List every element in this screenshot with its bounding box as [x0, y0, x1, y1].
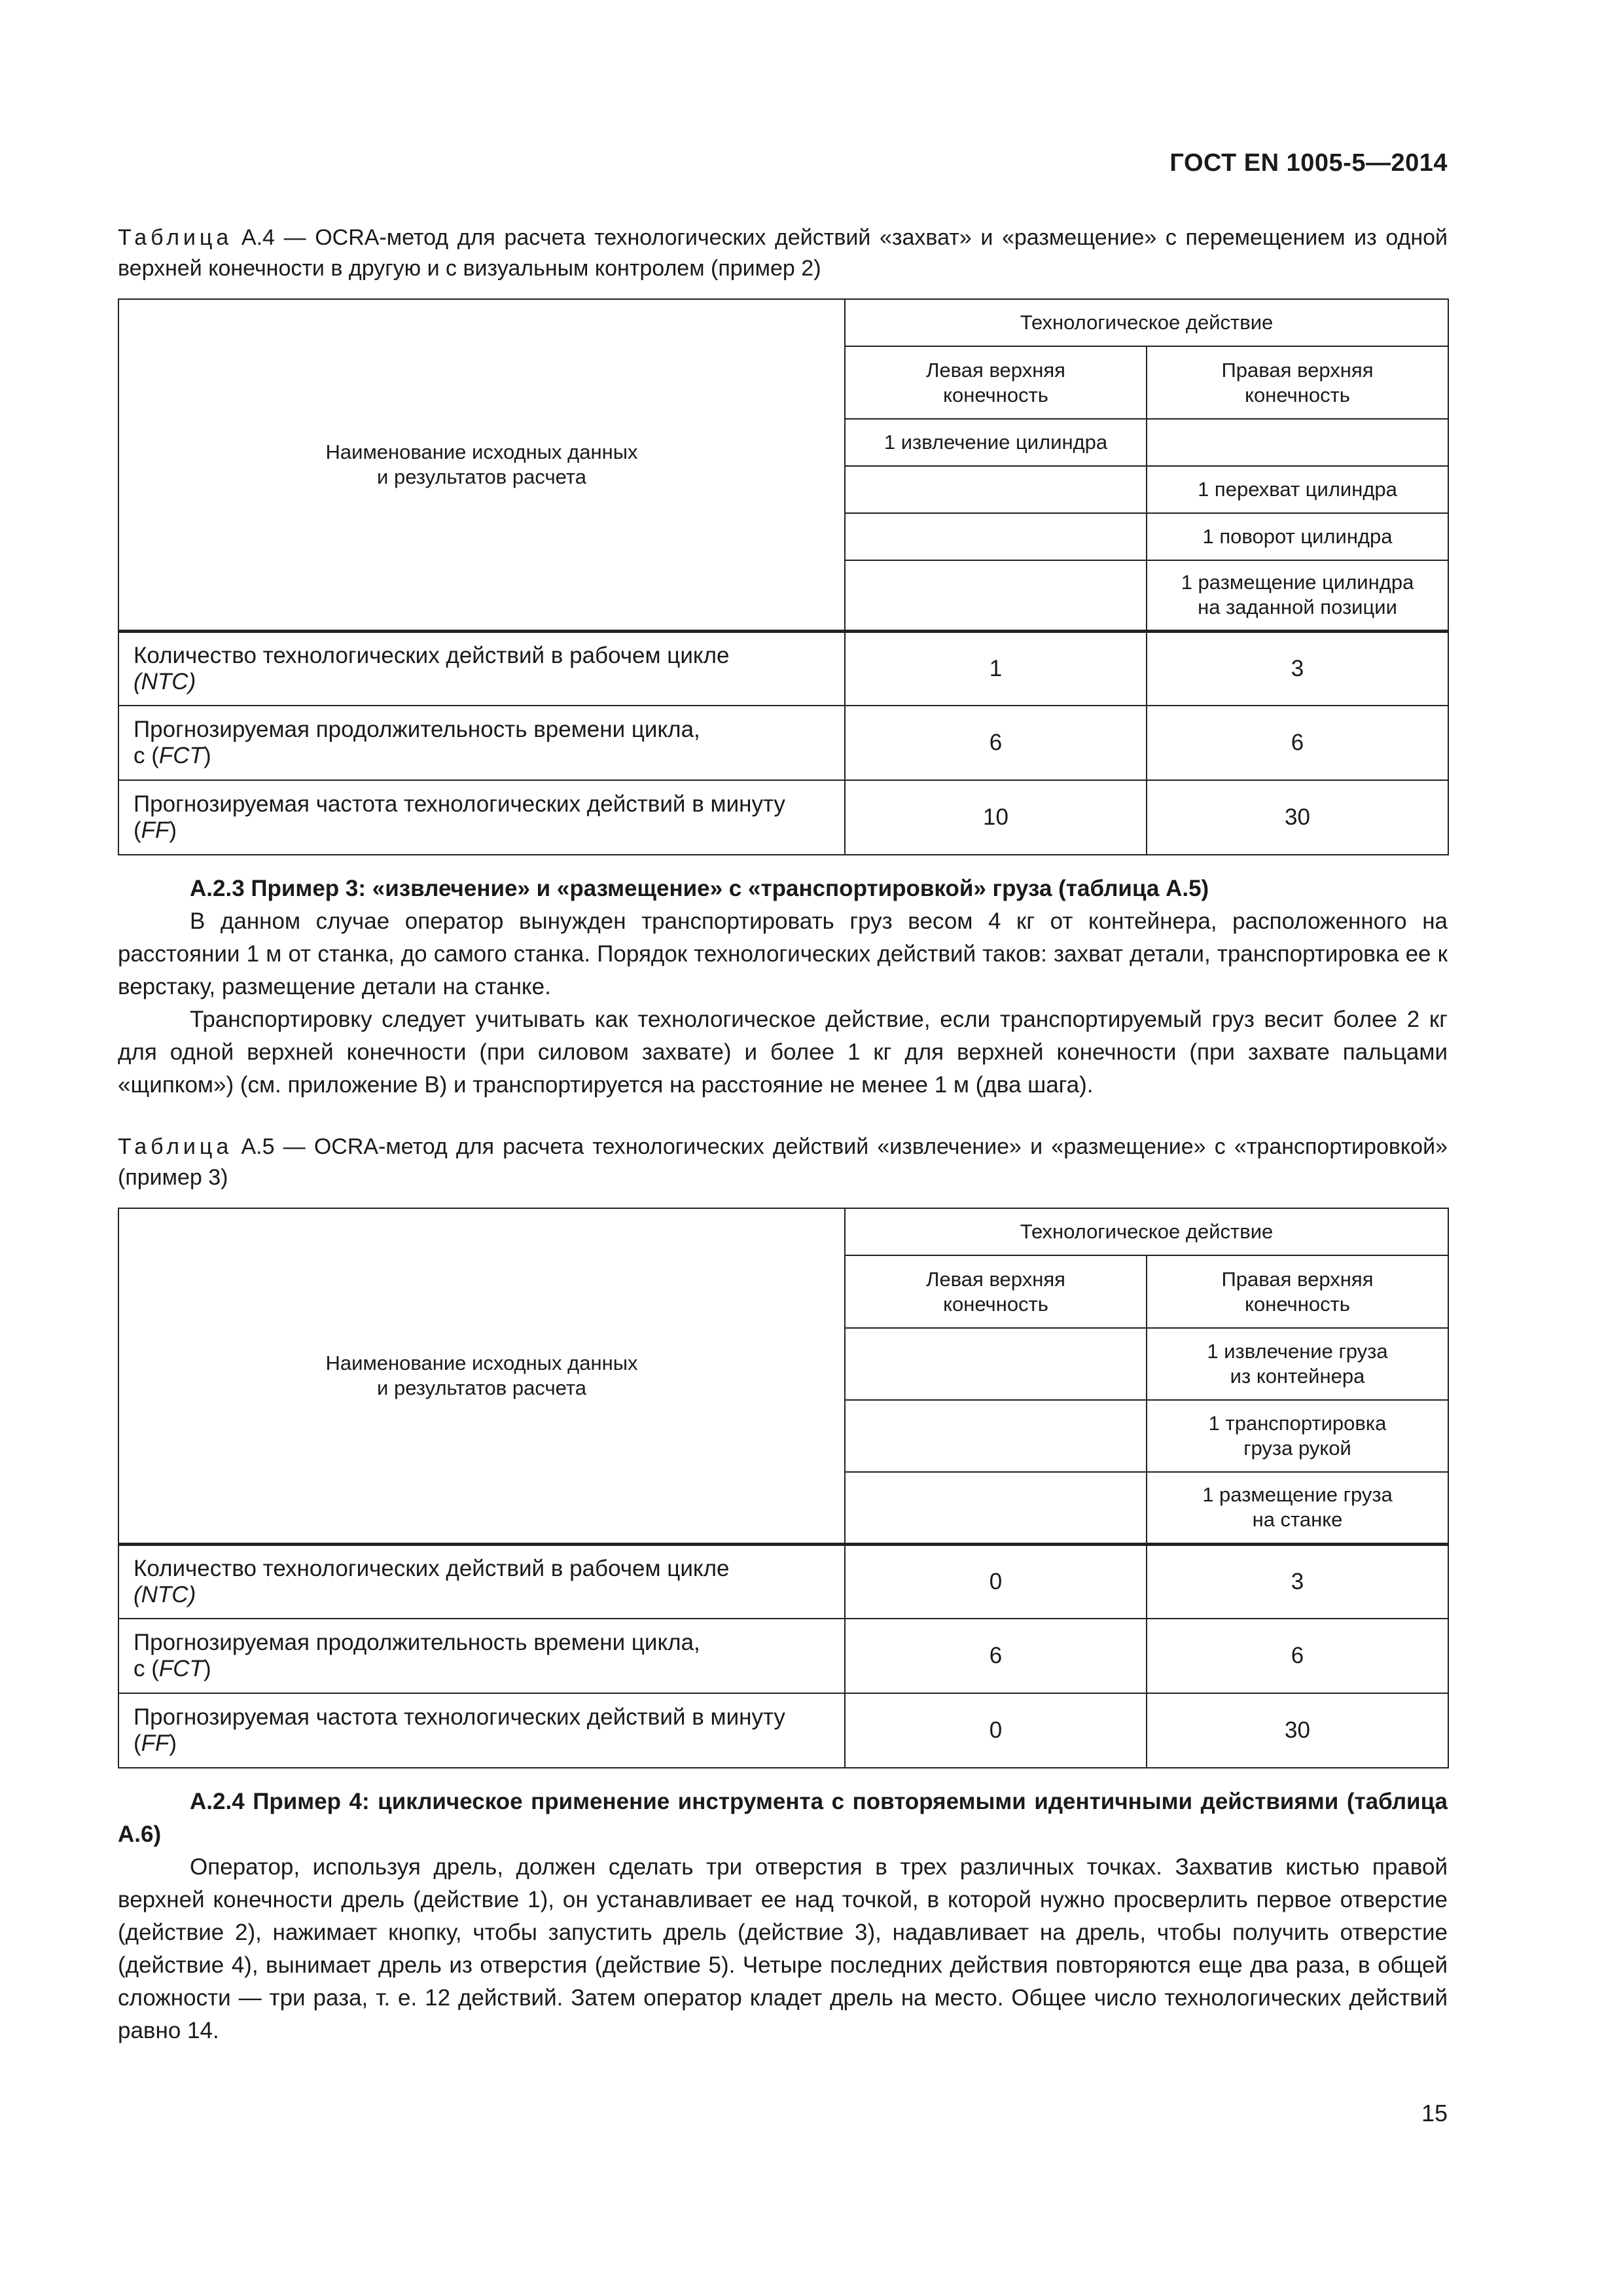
page-number: 15 [1421, 2100, 1448, 2126]
table-header-cell: Технологическое действие [845, 1208, 1448, 1255]
row-label-text: Прогнозируемая продолжительность времени цикла, [134, 1630, 700, 1655]
row-label-abbr-prefix: ( [134, 1731, 141, 1756]
paragraph: В данном случае оператор вынужден транспортировать груз весом 4 кг от контейнера, расположенного на расстоянии 1 м от станка, до самого станка. Порядок технологических действий таков: захват детали, транспортировка ее к верстаку, размещение детали на станке. [118, 908, 1448, 999]
table-row [118, 1693, 1448, 1768]
row-label-abbr-suffix: ) [169, 817, 177, 843]
table-cell: 1 поворот цилиндра [1147, 513, 1448, 560]
table-cell: 1 размещение груза на станке [1147, 1472, 1448, 1544]
table-cell: 1 извлечение цилиндра [845, 419, 1147, 466]
table-row [118, 706, 1448, 780]
table-row-label [118, 780, 845, 855]
table-cell [845, 560, 1147, 631]
table-cell [845, 1328, 1147, 1400]
table-header-cell: Технологическое действие [845, 299, 1448, 346]
table-cell: 3 [1147, 631, 1448, 706]
table-header-cell: Левая верхняя конечность [845, 1255, 1147, 1328]
table-cell: 1 транспортировка груза рукой [1147, 1400, 1448, 1472]
table-row [118, 780, 1448, 855]
table-cell [845, 1472, 1147, 1544]
paragraph: Оператор, используя дрель, должен сделать три отверстия в трех различных точках. Захватив кистью правой верхней конечности дрель (действие 1), он устанавливает ее над точкой, в которой нужно просверлить первое отверстие (действие 2), нажимает кнопку, чтобы запустить дрель (действие 3), надавливает на дрель, чтобы получить отверстие (действие 4), вынимает дрель из отверстия (действие 5). Четыре последних действия повторяются еще два раза, в общей сложности — три раза, т. е. 12 действий. Затем оператор кладет дрель на место. Общее число технологических действий равно 14. [118, 1854, 1448, 2043]
table-a4-caption-prefix: Таблица [118, 225, 233, 250]
table-row-label [118, 1619, 845, 1693]
table-cell: 1 [845, 631, 1147, 706]
row-label-abbr: FCT [158, 1656, 204, 1681]
paragraph: Транспортировку следует учитывать как технологическое действие, если транспортируемый груз весит более 2 кг для одной верхней конечности (при силовом захвате) и более 1 кг для верхней конечности (при захвате пальцами «щипком») (см. приложение В) и транспортируется на расстояние не менее 1 м (два шага). [118, 1007, 1448, 1098]
table-cell: 6 [845, 1619, 1147, 1693]
table-cell: 10 [845, 780, 1147, 855]
table-a4 [118, 298, 1449, 855]
table-row-label [118, 631, 845, 706]
row-label-abbr-prefix: с ( [134, 743, 159, 768]
table-cell [845, 466, 1147, 513]
table-header-cell: Правая верхняя конечность [1147, 346, 1448, 419]
row-label-abbr-prefix: ( [134, 817, 141, 843]
table-cell: 0 [845, 1693, 1147, 1768]
table-header-cell: Левая верхняя конечность [845, 346, 1147, 419]
table-a4-caption [118, 223, 1448, 284]
table-cell: 1 перехват цилиндра [1147, 466, 1448, 513]
row-label-abbr-suffix: ) [203, 1656, 211, 1681]
row-label-text: Прогнозируемая продолжительность времени цикла, [134, 717, 700, 742]
table-a5 [118, 1208, 1449, 1768]
table-a5-caption-prefix: Таблица [118, 1134, 233, 1159]
table-row [118, 1544, 1448, 1619]
table-row [118, 631, 1448, 706]
table-row [118, 1208, 1448, 1255]
row-label-abbr: FCT [158, 743, 204, 768]
table-cell: 0 [845, 1544, 1147, 1619]
table-header-cell: Наименование исходных данных и результатов расчета [118, 299, 845, 631]
row-label-abbr-suffix: ) [169, 1731, 177, 1756]
row-label-abbr-suffix: ) [203, 743, 211, 768]
document-code: ГОСТ EN 1005-5—2014 [1169, 149, 1448, 177]
table-a5-caption-text: А.5 — OCRA-метод для расчета технологических действий «извлечение» и «размещение» с «транспортировкой» (пример 3) [118, 1134, 1448, 1190]
table-cell [845, 513, 1147, 560]
table-cell: 6 [1147, 706, 1448, 780]
row-label-text: Прогнозируемая частота технологических действий в минуту [134, 791, 785, 817]
table-row [118, 299, 1448, 346]
table-cell: 6 [845, 706, 1147, 780]
table-header-cell: Правая верхняя конечность [1147, 1255, 1448, 1328]
row-label-abbr: FF [141, 1731, 169, 1756]
row-label-abbr: FF [141, 817, 169, 843]
table-cell: 1 извлечение груза из контейнера [1147, 1328, 1448, 1400]
table-row [118, 1619, 1448, 1693]
row-label-abbr-prefix: с ( [134, 1656, 159, 1681]
table-row-label [118, 1544, 845, 1619]
section-a24-heading: А.2.4 Пример 4: циклическое применение инструмента с повторяемыми идентичными действиями (таблица А.6) [118, 1789, 1448, 1847]
table-cell: 6 [1147, 1619, 1448, 1693]
table-cell: 30 [1147, 1693, 1448, 1768]
row-label-text: Количество технологических действий в рабочем цикле [134, 1555, 730, 1581]
table-a5-caption [118, 1132, 1448, 1193]
table-cell [1147, 419, 1448, 466]
table-cell [845, 1400, 1147, 1472]
section-a23-heading: А.2.3 Пример 3: «извлечение» и «размещение» с «транспортировкой» груза (таблица А.5) [190, 876, 1209, 901]
row-label-abbr: (NTC) [134, 668, 196, 694]
table-cell: 1 размещение цилиндра на заданной позиции [1147, 560, 1448, 631]
table-cell: 3 [1147, 1544, 1448, 1619]
page-content [118, 223, 1448, 2047]
row-label-text: Количество технологических действий в рабочем цикле [134, 642, 730, 668]
table-a4-caption-text: А.4 — OCRA-метод для расчета технологических действий «захват» и «размещение» с перемещением из одной верхней конечности в другую и с визуальным контролем (пример 2) [118, 225, 1448, 281]
table-header-cell: Наименование исходных данных и результатов расчета [118, 1208, 845, 1544]
table-cell: 30 [1147, 780, 1448, 855]
row-label-text: Прогнозируемая частота технологических действий в минуту [134, 1704, 785, 1730]
table-row-label [118, 1693, 845, 1768]
row-label-abbr: (NTC) [134, 1581, 196, 1607]
table-row-label [118, 706, 845, 780]
